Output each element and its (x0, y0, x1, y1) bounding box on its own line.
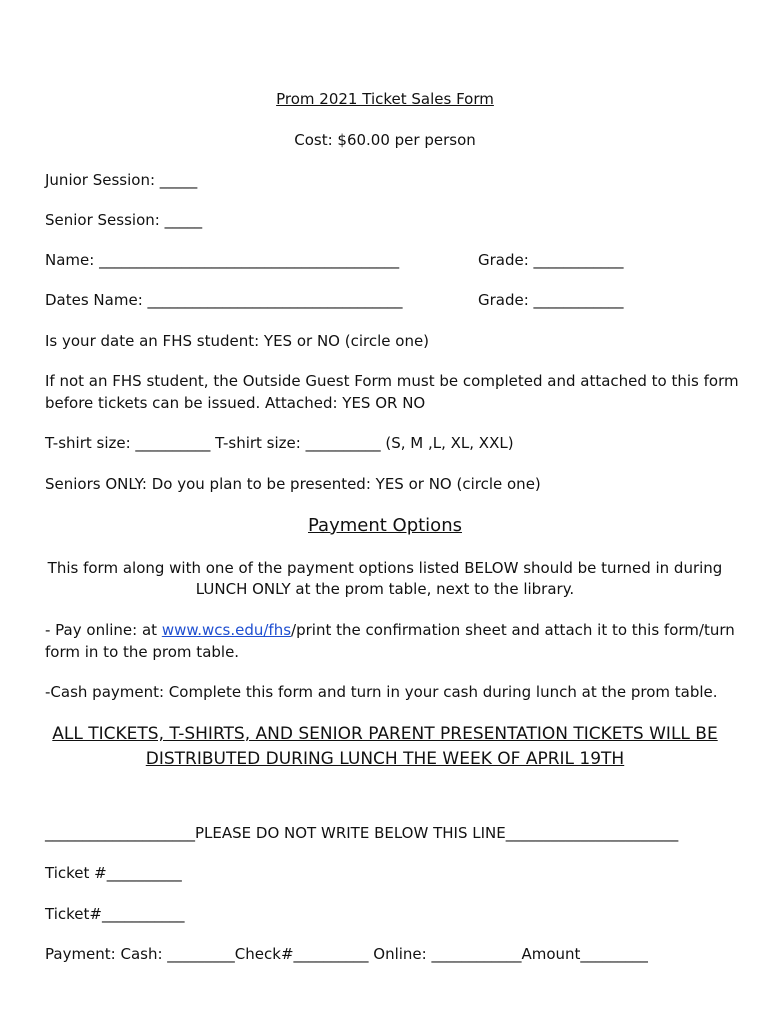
payment-record-field: Payment: Cash: _________Check#__________ Online: ____________Amount_________ (45, 945, 648, 963)
payment-instructions-line-1: This form along with one of the payment options listed BELOW should be turned in during (47, 559, 723, 577)
grade-field-1: Grade: ____________ (478, 251, 624, 269)
senior-session-field: Senior Session: _____ (45, 211, 203, 229)
grade-field-2: Grade: ____________ (478, 291, 624, 309)
pay-online-suffix: /print the confirmation sheet and attach it to this form/turn (291, 621, 735, 639)
tshirt-size-fields: T-shirt size: __________ T-shirt size: __________ (S, M ,L, XL, XXL) (45, 434, 514, 452)
cash-payment-line: -Cash payment: Complete this form and turn in your cash during lunch at the prom table. (45, 683, 718, 701)
junior-session-field: Junior Session: _____ (45, 171, 198, 189)
ticket-number-field-1: Ticket #__________ (45, 864, 182, 882)
guest-form-line-2: before tickets can be issued. Attached: YES OR NO (45, 394, 426, 412)
dates-name-field: Dates Name: __________________________________ (45, 291, 403, 309)
fhs-website-link[interactable]: www.wcs.edu/fhs (161, 621, 292, 639)
ticket-number-field-2: Ticket#___________ (45, 905, 185, 923)
name-field: Name: ________________________________________ (45, 251, 400, 269)
seniors-presented-question: Seniors ONLY: Do you plan to be presented: YES or NO (circle one) (45, 475, 541, 493)
date-fhs-question: Is your date an FHS student: YES or NO (circle one) (45, 332, 430, 350)
payment-options-heading: Payment Options (308, 515, 462, 536)
distribution-notice-line-2: DISTRIBUTED DURING LUNCH THE WEEK OF APRIL 19TH (145, 749, 625, 769)
pay-online-prefix: - Pay online: at (45, 621, 162, 639)
guest-form-line-1: If not an FHS student, the Outside Guest Form must be completed and attached to this form (45, 372, 739, 390)
payment-instructions-line-2: LUNCH ONLY at the prom table, next to the library. (195, 580, 575, 598)
office-use-divider: ____________________PLEASE DO NOT WRITE BELOW THIS LINE_______________________ (45, 824, 679, 842)
pay-online-line-2: form in to the prom table. (45, 643, 240, 661)
form-title: Prom 2021 Ticket Sales Form (276, 90, 494, 108)
distribution-notice-line-1: ALL TICKETS, T-SHIRTS, AND SENIOR PARENT PRESENTATION TICKETS WILL BE (52, 724, 718, 744)
cost-line: Cost: $60.00 per person (294, 131, 476, 149)
pay-online-line-1 (45, 620, 735, 640)
